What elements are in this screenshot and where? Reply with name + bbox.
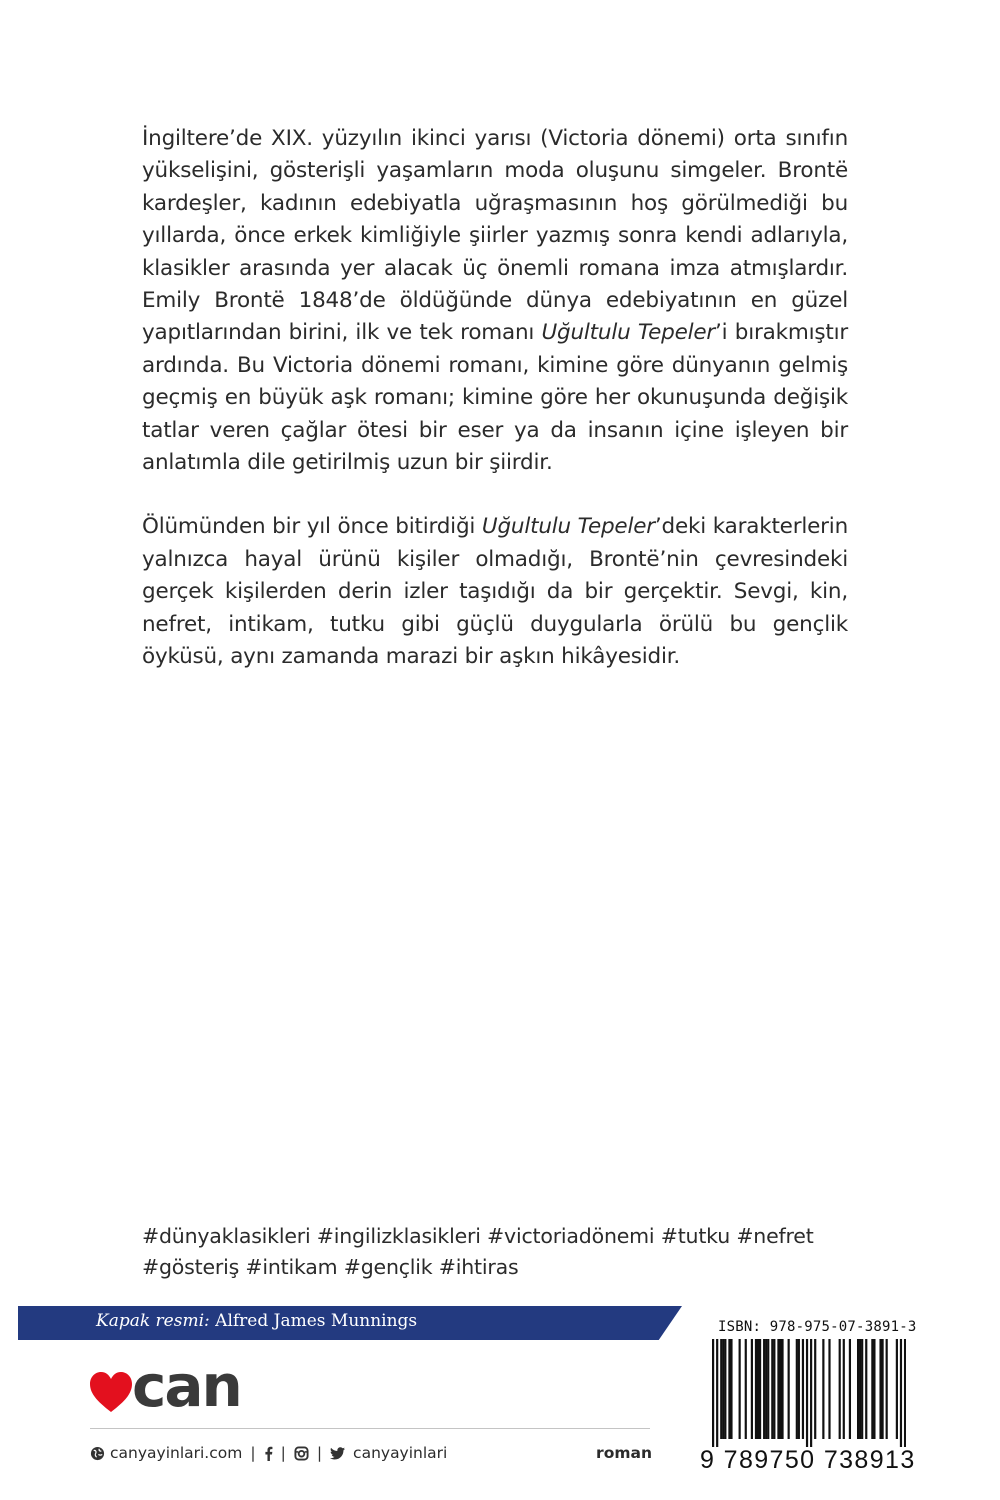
separator: | <box>250 1444 256 1462</box>
barcode-bar <box>828 1339 830 1439</box>
website-text: canyayinlari.com <box>110 1444 243 1462</box>
publisher-logo-text: can <box>132 1352 241 1420</box>
isbn-label: ISBN: 978-975-07-3891-3 <box>718 1319 917 1335</box>
barcode-bar <box>765 1339 767 1439</box>
barcode-bar <box>879 1339 881 1439</box>
genre-label: roman <box>596 1444 652 1462</box>
barcode-guard-bar <box>716 1339 718 1447</box>
social-handle-link[interactable] <box>330 1444 447 1462</box>
barcode-bar <box>802 1339 804 1439</box>
barcode-bar <box>796 1339 798 1439</box>
blurb-p2-text-a: Ölümünden bir yıl önce bitirdiği <box>142 514 482 540</box>
blurb-p1-text-a: İngiltere’de XIX. yüzyılın ikinci yarısı (Victoria dönemi) orta sınıfın yükselişini, gösterişli yaşamların moda oluşunu simgeler. Brontë kardeşler, kadının edebiyatla uğraşmasının hoş görülmediği bu yıllarda, önce erkek kimliğiyle şiirler yazmış sonra kendi adlarıyla, klasikler arasında yer alacak üç önemli romana imza atmışlardır. Emily Brontë 1848’de öldüğünde dünya edebiyatının en güzel yapıtlarından birini, ilk ve tek romanı <box>142 126 848 346</box>
barcode-bar <box>755 1339 757 1439</box>
barcode-bar <box>822 1339 824 1439</box>
barcode-bar <box>896 1339 898 1439</box>
isbn-barcode <box>712 1339 906 1447</box>
barcode-bar <box>771 1339 773 1439</box>
barcode-bar <box>886 1339 888 1439</box>
barcode-bar <box>798 1339 800 1439</box>
barcode-bar <box>724 1339 726 1439</box>
hashtag-list <box>142 1221 862 1283</box>
barcode-bar <box>728 1339 730 1439</box>
barcode-bar <box>873 1339 875 1439</box>
barcode-bar <box>720 1339 722 1439</box>
heart-icon <box>88 1370 134 1414</box>
footer-divider <box>90 1428 650 1429</box>
barcode-bar <box>849 1339 851 1439</box>
barcode-bar <box>843 1339 845 1439</box>
hashtag-line-2: #gösteriş #intikam #gençlik #ihtiras <box>142 1255 519 1279</box>
hashtag-line-1: #dünyaklasikleri #ingilizklasikleri #victoriadönemi #tutku #nefret <box>142 1224 814 1248</box>
globe-icon <box>90 1446 105 1461</box>
barcode-bar <box>857 1339 859 1439</box>
barcode-bar <box>814 1339 816 1439</box>
facebook-icon[interactable] <box>264 1446 273 1461</box>
twitter-icon <box>330 1447 345 1460</box>
instagram-icon[interactable] <box>294 1446 309 1461</box>
barcode-bar <box>859 1339 861 1439</box>
barcode-bar <box>763 1339 765 1439</box>
blurb-p1-text-b: ’i bırakmıştır ardında. Bu Victoria dönemi romanı, kimine göre dünyanın gelmiş geçmiş en büyük aşk romanı; kimine göre her okunuşunda değişik tatlar veren çağlar ötesi bir eser ya da insanın içine işleyen bir anlatımla dile getirilmiş uzun bir şiirdir. <box>142 320 848 476</box>
barcode-bar <box>788 1339 790 1439</box>
barcode-bar <box>839 1339 841 1439</box>
barcode-bar <box>861 1339 863 1439</box>
cover-credit-label: Kapak resmi: <box>96 1311 210 1331</box>
barcode-bar <box>781 1339 783 1439</box>
barcode-guard-bar <box>904 1339 906 1447</box>
cover-credit-text <box>96 1311 417 1331</box>
barcode-bar <box>865 1339 867 1439</box>
barcode-bar <box>722 1339 724 1439</box>
barcode-bar <box>881 1339 883 1439</box>
barcode-bar <box>773 1339 775 1439</box>
cover-credit-artist: Alfred James Munnings <box>215 1311 418 1331</box>
isbn-digits: 9 789750 738913 <box>700 1446 916 1474</box>
separator: | <box>280 1444 286 1462</box>
barcode-bar <box>759 1339 761 1439</box>
barcode-bar <box>777 1339 779 1439</box>
blurb-paragraph-2 <box>142 511 848 673</box>
barcode-guard-bar <box>810 1339 812 1447</box>
barcode-bar <box>739 1339 741 1439</box>
social-handle-text: canyayinlari <box>353 1444 448 1462</box>
barcode-guard-bar <box>806 1339 808 1447</box>
barcode-bar <box>751 1339 753 1439</box>
blurb-p2-text-b: ’deki karakterlerin yalnızca hayal ürünü kişiler olmadığı, Brontë’nin çevresindeki gerçek kişilerden derin izler taşıdığı da bir gerçektir. Sevgi, kin, nefret, intikam, tutku gibi güçlü duygularla örülü bu gençlik öyküsü, aynı zamanda marazi bir aşkın hikâyesidir. <box>142 514 848 670</box>
book-title-italic: Uğultulu Tepeler <box>541 320 716 346</box>
barcode-bar <box>871 1339 873 1439</box>
website-link[interactable] <box>90 1444 242 1462</box>
publisher-logo <box>88 1352 258 1420</box>
separator: | <box>316 1444 323 1462</box>
barcode-bar <box>745 1339 747 1439</box>
book-title-italic: Uğultulu Tepeler <box>481 514 655 540</box>
barcode-guard-bar <box>900 1339 902 1447</box>
barcode-bar <box>757 1339 759 1439</box>
barcode-bar <box>730 1339 732 1439</box>
barcode-guard-bar <box>712 1339 714 1447</box>
publisher-footer <box>90 1441 652 1465</box>
back-cover-blurb <box>142 123 848 706</box>
barcode-bar <box>767 1339 769 1439</box>
barcode-bar <box>779 1339 781 1439</box>
blurb-paragraph-1 <box>142 123 848 479</box>
